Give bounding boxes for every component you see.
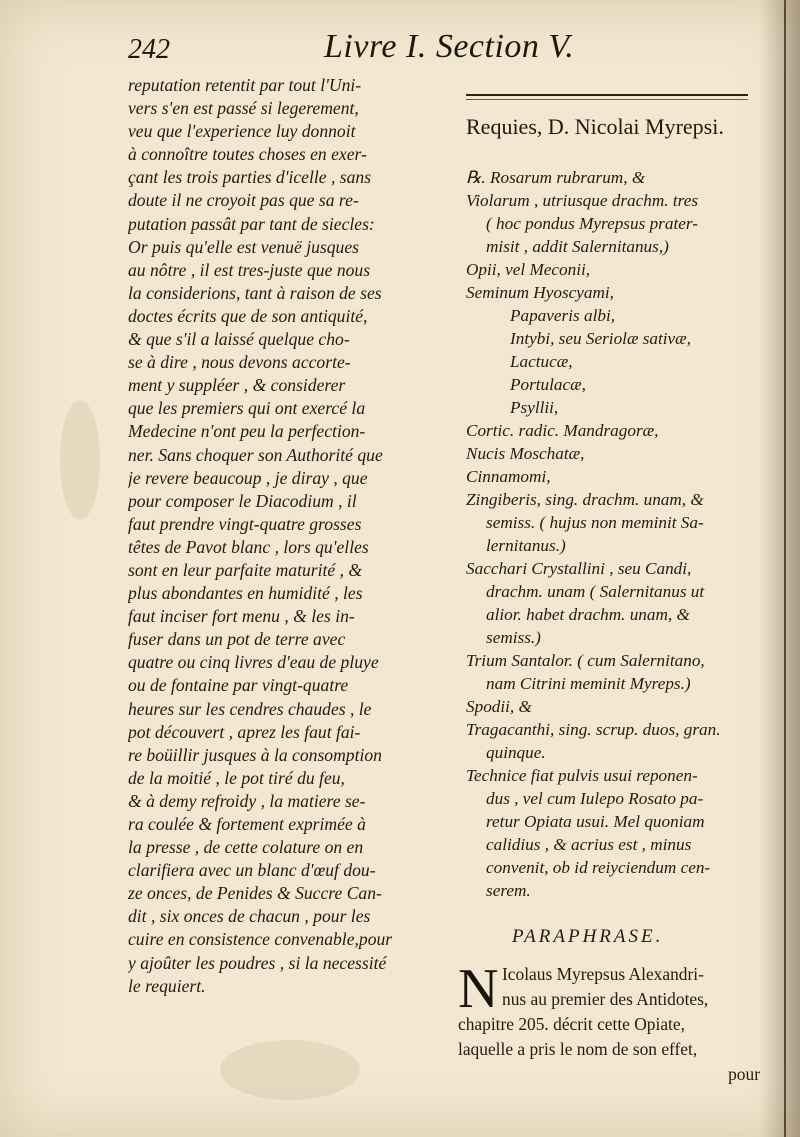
paraphrase-line: chapitre 205. décrit cette Opiate,	[458, 1014, 685, 1034]
paper-stain	[60, 400, 100, 520]
text-line: que les premiers qui ont exercé la	[128, 398, 366, 419]
text-line: ze onces, de Penides & Succre Can-	[128, 883, 382, 904]
text-line: à connoître toutes choses en exer-	[128, 144, 367, 165]
text-line: y ajoûter les poudres , si la necessité	[128, 952, 387, 973]
paraphrase-line: nus au premier des Antidotes,	[502, 989, 709, 1009]
recipe-line: Cinnamomi,	[466, 467, 551, 486]
recipe-line: Portulacæ,	[510, 375, 586, 394]
catchword: pour	[728, 1064, 760, 1084]
text-line: & que s'il a laissé quelque cho-	[128, 329, 350, 350]
recipe-line: semiss.)	[486, 628, 541, 647]
text-line: ment y suppléer , & considerer	[128, 375, 346, 396]
text-line: doute il ne croyoit pas que sa re-	[128, 190, 359, 211]
recipe-line: lernitanus.)	[486, 536, 566, 555]
text-line: Or puis qu'elle est venuë jusques	[128, 236, 359, 257]
recipe-line: Zingiberis, sing. drachm. unam, &	[466, 490, 704, 509]
text-line: faut prendre vingt-quatre grosses	[128, 513, 362, 534]
recipe-line: drachm. unam ( Salernitanus ut	[486, 582, 705, 601]
recipe-line: serem.	[486, 881, 531, 900]
paraphrase-heading: PARAPHRASE.	[512, 926, 664, 947]
text-line: la considerions, tant à raison de ses	[128, 282, 382, 303]
text-line: re boüillir jusques à la consomption	[128, 744, 382, 765]
recipe-line: Intybi, seu Seriolæ sativæ,	[510, 329, 691, 348]
recipe-line: Seminum Hyoscyami,	[466, 283, 614, 302]
paraphrase-body	[458, 958, 764, 1087]
text-line: & à demy refroidy , la matiere se-	[128, 790, 366, 811]
recipe-line: Papaveris albi,	[510, 306, 616, 325]
text-line: Medecine n'ont peu la perfection-	[128, 421, 366, 442]
recipe-column	[466, 166, 766, 902]
left-text-column	[128, 74, 446, 998]
recipe-line: Cortic. radic. Mandragoræ,	[466, 421, 659, 440]
recipe-line: alior. habet drachm. unam, &	[486, 605, 690, 624]
text-line: cuire en consistence convenable,pour	[128, 929, 393, 950]
section-rule-thin	[466, 99, 748, 100]
text-line: pot découvert , aprez les faut fai-	[128, 721, 361, 742]
recipe-line: Trium Santalor. ( cum Salernitano,	[466, 651, 705, 670]
recipe-line: semiss. ( hujus non meminit Sa-	[486, 513, 704, 532]
text-line: heures sur les cendres chaudes , le	[128, 698, 372, 719]
recipe-line: Lactucæ,	[510, 352, 573, 371]
text-line: pour composer le Diacodium , il	[128, 490, 357, 511]
text-line: putation passât par tant de siecles:	[128, 213, 375, 234]
text-line: têtes de Pavot blanc , lors qu'elles	[128, 536, 369, 557]
text-line: clarifiera avec un blanc d'œuf dou-	[128, 860, 376, 881]
recipe-line: Technice fiat pulvis usui reponen-	[466, 766, 698, 785]
text-line: doctes écrits que de son antiquité,	[128, 305, 368, 326]
recipe-line: dus , vel cum Iulepo Rosato pa-	[486, 789, 704, 808]
recipe-line: misit , addit Salernitanus,)	[486, 237, 669, 256]
running-header	[128, 28, 608, 72]
drop-cap: N	[458, 958, 499, 1020]
recipe-line: Nucis Moschatæ,	[466, 444, 585, 463]
text-line: sont en leur parfaite maturité , &	[128, 559, 363, 580]
recipe-line: Sacchari Crystallini , seu Candi,	[466, 559, 692, 578]
text-line: dit , six onces de chacun , pour les	[128, 906, 371, 927]
recipe-line: ℞. Rosarum rubrarum, &	[466, 168, 646, 187]
recipe-title: Requies, D. Nicolai Myrepsi.	[466, 114, 724, 139]
recipe-line: Violarum , utriusque drachm. tres	[466, 191, 699, 210]
recipe-line: quinque.	[486, 743, 546, 762]
text-line: le requiert.	[128, 975, 206, 996]
paraphrase-line: laquelle a pris le nom de son effet,	[458, 1039, 698, 1059]
section-rule	[466, 94, 748, 96]
text-line: ou de fontaine par vingt-quatre	[128, 675, 349, 696]
recipe-line: retur Opiata usui. Mel quoniam	[486, 812, 705, 831]
text-line: ra coulée & fortement exprimée à	[128, 814, 366, 834]
text-line: je revere beaucoup , je diray , que	[128, 467, 368, 488]
page-edge-line	[784, 0, 786, 1137]
text-line: quatre ou cinq livres d'eau de pluye	[128, 652, 379, 673]
recipe-line: nam Citrini meminit Myreps.)	[486, 674, 691, 693]
text-line: veu que l'experience luy donnoit	[128, 121, 356, 142]
text-line: de la moitié , le pot tiré du feu,	[128, 767, 345, 788]
recipe-line: ( hoc pondus Myrepsus prater-	[486, 214, 698, 233]
recipe-line: Spodii, &	[466, 697, 532, 716]
text-line: faut inciser fort menu , & les in-	[128, 606, 355, 627]
text-line: ner. Sans choquer son Authorité que	[128, 444, 383, 465]
text-line: la presse , de cette colature on en	[128, 837, 364, 858]
page-edge-shadow	[760, 0, 800, 1137]
recipe-line: Opii, vel Meconii,	[466, 260, 591, 279]
recipe-line: Psyllii,	[510, 398, 559, 417]
text-line: reputation retentit par tout l'Uni-	[128, 75, 362, 95]
text-line: au nôtre , il est tres-juste que nous	[128, 259, 371, 280]
recipe-line: Tragacanthi, sing. scrup. duos, gran.	[466, 720, 721, 739]
text-line: çant les trois parties d'icelle , sans	[128, 167, 372, 188]
text-line: plus abondantes en humidité , les	[128, 583, 363, 604]
paraphrase-line: Icolaus Myrepsus Alexandri-	[502, 964, 704, 984]
text-line: se à dire , nous devons accorte-	[128, 352, 351, 373]
paper-stain	[220, 1040, 360, 1100]
page-number: 242	[128, 34, 170, 65]
text-line: fuser dans un pot de terre avec	[128, 629, 346, 650]
recipe-line: convenit, ob id reiyciendum cen-	[486, 858, 711, 877]
text-line: vers s'en est passé si legerement,	[128, 98, 359, 119]
recipe-line: calidius , & acrius est , minus	[486, 835, 692, 854]
running-title: Livre I. Section V.	[324, 28, 575, 65]
